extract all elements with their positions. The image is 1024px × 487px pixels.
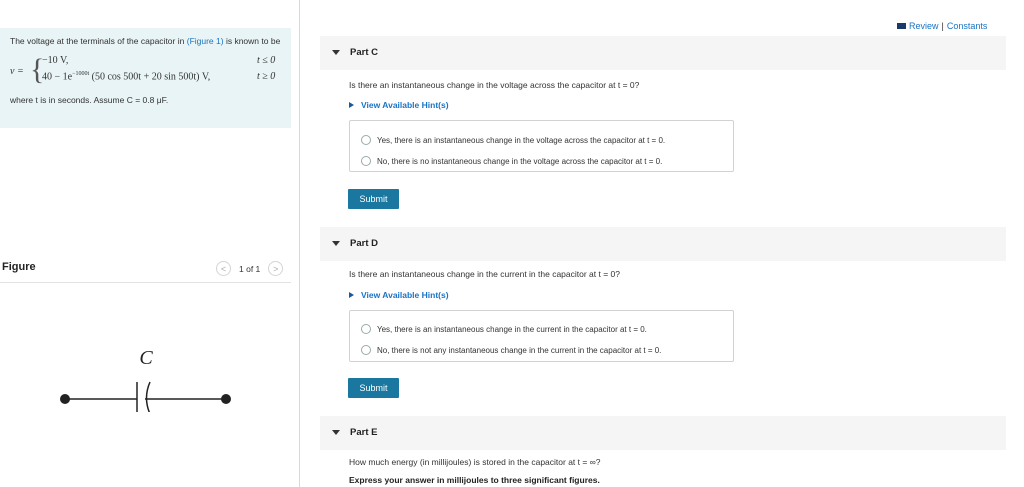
part-c-hint-label[interactable]: View Available Hint(s) xyxy=(361,100,449,110)
voltage-equation xyxy=(10,53,281,93)
part-c-option-no[interactable] xyxy=(361,156,662,166)
part-e-header[interactable] xyxy=(320,416,1006,450)
problem-intro xyxy=(10,36,281,47)
case2-part-b: (50 cos 500t + 20 sin 500t) V, xyxy=(91,71,211,83)
option-label: Yes, there is an instantaneous change in the current in the capacitor at t = 0. xyxy=(377,324,647,334)
part-d-option-yes[interactable] xyxy=(361,324,647,334)
part-c-options xyxy=(349,120,734,172)
capacitor-plate-curved xyxy=(147,382,151,412)
review-icon xyxy=(897,23,906,29)
figure-count: 1 of 1 xyxy=(239,263,261,274)
option-label: Yes, there is an instantaneous change in the voltage across the capacitor at t = 0. xyxy=(377,135,666,145)
where-text: where t is in seconds. Assume C = 0.8 μF. xyxy=(10,95,169,105)
capacitor-label: C xyxy=(139,347,153,369)
case1-expression: −10 V, xyxy=(42,55,69,66)
problem-statement xyxy=(0,28,291,128)
figure-pager xyxy=(216,261,283,276)
case2-expression xyxy=(42,71,210,82)
intro-end-text: is known to be xyxy=(225,36,281,46)
part-e-title: Part E xyxy=(350,427,378,438)
case2-exponent: −1000t xyxy=(72,71,90,77)
part-d-hint[interactable] xyxy=(349,290,449,300)
left-panel xyxy=(0,0,300,487)
part-d-hint-label[interactable]: View Available Hint(s) xyxy=(361,290,449,300)
radio-button[interactable] xyxy=(361,345,371,355)
part-d-option-no[interactable] xyxy=(361,345,661,355)
part-e-instruction: Express your answer in millijoules to three significant figures. xyxy=(349,475,600,485)
part-c-header[interactable] xyxy=(320,36,1006,70)
equation-lhs: v = xyxy=(10,66,24,77)
radio-button[interactable] xyxy=(361,135,371,145)
part-d-submit-button[interactable]: Submit xyxy=(348,378,399,398)
case2-part-a: 40 − 1e xyxy=(42,71,73,83)
review-link[interactable]: Review xyxy=(909,21,939,31)
case1-condition: t ≤ 0 xyxy=(257,55,276,66)
case2-condition: t ≥ 0 xyxy=(257,71,276,82)
part-c-submit-button[interactable]: Submit xyxy=(348,189,399,209)
capacitor-diagram xyxy=(54,342,244,412)
hint-triangle-icon xyxy=(349,292,354,298)
figure-link[interactable]: (Figure 1) xyxy=(186,36,224,46)
header-links xyxy=(897,21,987,31)
option-label: No, there is no instantaneous change in the voltage across the capacitor at t = 0. xyxy=(377,156,663,166)
collapse-triangle-icon[interactable] xyxy=(332,430,340,435)
radio-button[interactable] xyxy=(361,324,371,334)
equation-brace: { xyxy=(30,53,45,86)
right-terminal xyxy=(221,394,231,404)
constants-link[interactable]: Constants xyxy=(946,21,988,31)
radio-button[interactable] xyxy=(361,156,371,166)
part-c-hint[interactable] xyxy=(349,100,449,110)
part-c-option-yes[interactable] xyxy=(361,135,665,145)
collapse-triangle-icon[interactable] xyxy=(332,50,340,55)
figure-divider xyxy=(0,282,291,283)
collapse-triangle-icon[interactable] xyxy=(332,241,340,246)
part-c-title: Part C xyxy=(350,47,378,58)
header-separator: | xyxy=(941,21,944,31)
part-c-question: Is there an instantaneous change in the voltage across the capacitor at t = 0? xyxy=(349,80,640,90)
part-d-options xyxy=(349,310,734,362)
part-d-title: Part D xyxy=(350,238,378,249)
next-figure-button[interactable]: > xyxy=(268,261,283,276)
figure-label: Figure xyxy=(2,261,36,273)
part-e-question: How much energy (in millijoules) is stored in the capacitor at t = ∞? xyxy=(349,457,601,467)
option-label: No, there is not any instantaneous change in the current in the capacitor at t = 0. xyxy=(377,345,662,355)
part-d-header[interactable] xyxy=(320,227,1006,261)
intro-text: The voltage at the terminals of the capacitor in xyxy=(10,36,185,46)
hint-triangle-icon xyxy=(349,102,354,108)
prev-figure-button[interactable]: < xyxy=(216,261,231,276)
part-d-question: Is there an instantaneous change in the current in the capacitor at t = 0? xyxy=(349,269,620,279)
